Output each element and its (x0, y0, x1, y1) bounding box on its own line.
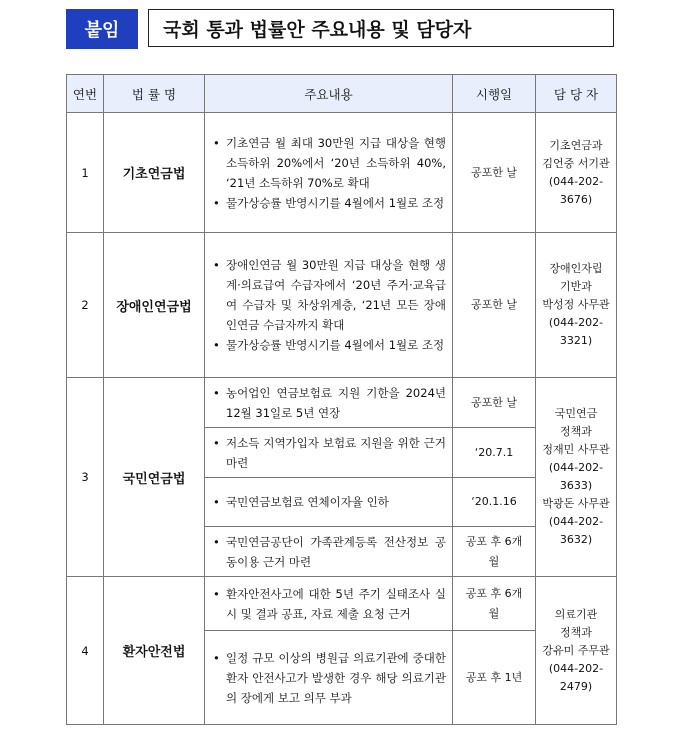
contact-line: 강유미 주무관 (542, 643, 610, 657)
content-item: • 농어업인 연금보험료 지원 기한을 2024년 12월 31일로 5년 연장 (213, 383, 446, 423)
contact-cell (536, 577, 617, 725)
content-item: • 기초연금 월 최대 30만원 지급 대상을 현행 소득하위 20%에서 ‘20년 소득하위 40%, ‘21년 소득하위 70%로 확대 (213, 133, 446, 193)
table-row (67, 113, 617, 233)
effective-date: 공포 후 6개월 (453, 527, 536, 577)
attachment-tag: 붙임 (66, 9, 138, 49)
contact-line: 김언중 서기관 (542, 156, 610, 170)
contact-cell (536, 113, 617, 233)
law-name: 국민연금법 (104, 378, 205, 577)
law-name: 장애인연금법 (104, 233, 205, 378)
law-table (66, 74, 617, 725)
contact-line: 기초연금과 (549, 138, 603, 152)
main-content (205, 233, 453, 378)
contact-line: 의료기관 (554, 607, 598, 621)
effective-date: 공포한 날 (453, 233, 536, 378)
row-number: 2 (67, 233, 104, 378)
contact-line: 정재민 사무관 (542, 443, 610, 456)
content-item: • 국민연금보험료 연체이자율 인하 (213, 492, 446, 512)
contact-line: (044-202-3633) (548, 461, 604, 492)
main-content (205, 428, 453, 478)
contact-line: 장애인자립 (549, 262, 603, 275)
content-item: • 국민연금공단이 가족관계등록 전산정보 공동이용 근거 마련 (213, 532, 446, 572)
main-content (205, 113, 453, 233)
contact-line: 박광돈 사무관 (542, 497, 610, 510)
col-header-no: 연번 (67, 75, 104, 113)
content-item: • 일정 규모 이상의 병원급 의료기관에 중대한 환자 안전사고가 발생한 경우 해당 의료기관의 장에게 보고 의무 부과 (213, 648, 446, 708)
contact-cell (536, 233, 617, 378)
effective-date: 공포한 날 (453, 378, 536, 428)
effective-date: 공포한 날 (453, 113, 536, 233)
row-number: 4 (67, 577, 104, 725)
contact-cell (536, 378, 617, 577)
col-header-law: 법 률 명 (104, 75, 205, 113)
effective-date: ‘20.7.1 (453, 428, 536, 478)
main-content (205, 378, 453, 428)
col-header-contact: 담 당 자 (536, 75, 617, 113)
header (66, 9, 616, 49)
effective-date: ‘20.1.16 (453, 478, 536, 527)
content-item: • 물가상승률 반영시기를 4월에서 1월로 조정 (213, 335, 446, 355)
table-row (67, 577, 617, 631)
main-content (205, 478, 453, 527)
content-item: • 장애인연금 월 30만원 지급 대상을 현행 생계·의료급여 수급자에서 ‘20년 주거·교육급여 수급자 및 차상위계층, ‘21년 모든 장애인연금 수급자까지 확대 (213, 255, 446, 335)
contact-line: 정책과 (560, 425, 592, 438)
row-number: 1 (67, 113, 104, 233)
main-content (205, 577, 453, 631)
table-row (67, 378, 617, 428)
main-content (205, 631, 453, 725)
content-item: • 물가상승률 반영시기를 4월에서 1월로 조정 (213, 193, 446, 213)
page-title: 국회 통과 법률안 주요내용 및 담당자 (148, 9, 614, 47)
effective-date: 공포 후 6개월 (453, 577, 536, 631)
table-row (67, 233, 617, 378)
contact-line: 국민연금 (554, 407, 598, 420)
contact-line: 기반과 (560, 280, 592, 293)
contact-line: (044-202-2479) (548, 661, 604, 693)
contact-line: 정책과 (560, 625, 592, 639)
content-item: • 저소득 지역가입자 보험료 지원을 위한 근거 마련 (213, 433, 446, 473)
row-number: 3 (67, 378, 104, 577)
contact-line: 박성정 사무관 (542, 298, 610, 311)
effective-date: 공포 후 1년 (453, 631, 536, 725)
contact-line: (044-202-3321) (548, 316, 604, 347)
col-header-content: 주요내용 (205, 75, 453, 113)
col-header-date: 시행일 (453, 75, 536, 113)
table-header-row (67, 75, 617, 113)
law-name: 기초연금법 (104, 113, 205, 233)
main-content (205, 527, 453, 577)
content-item: • 환자안전사고에 대한 5년 주기 실태조사 실시 및 결과 공표, 자료 제출 요청 근거 (213, 584, 446, 624)
contact-line: (044-202-3632) (548, 515, 604, 546)
contact-line: (044-202-3676) (548, 174, 604, 206)
law-name: 환자안전법 (104, 577, 205, 725)
